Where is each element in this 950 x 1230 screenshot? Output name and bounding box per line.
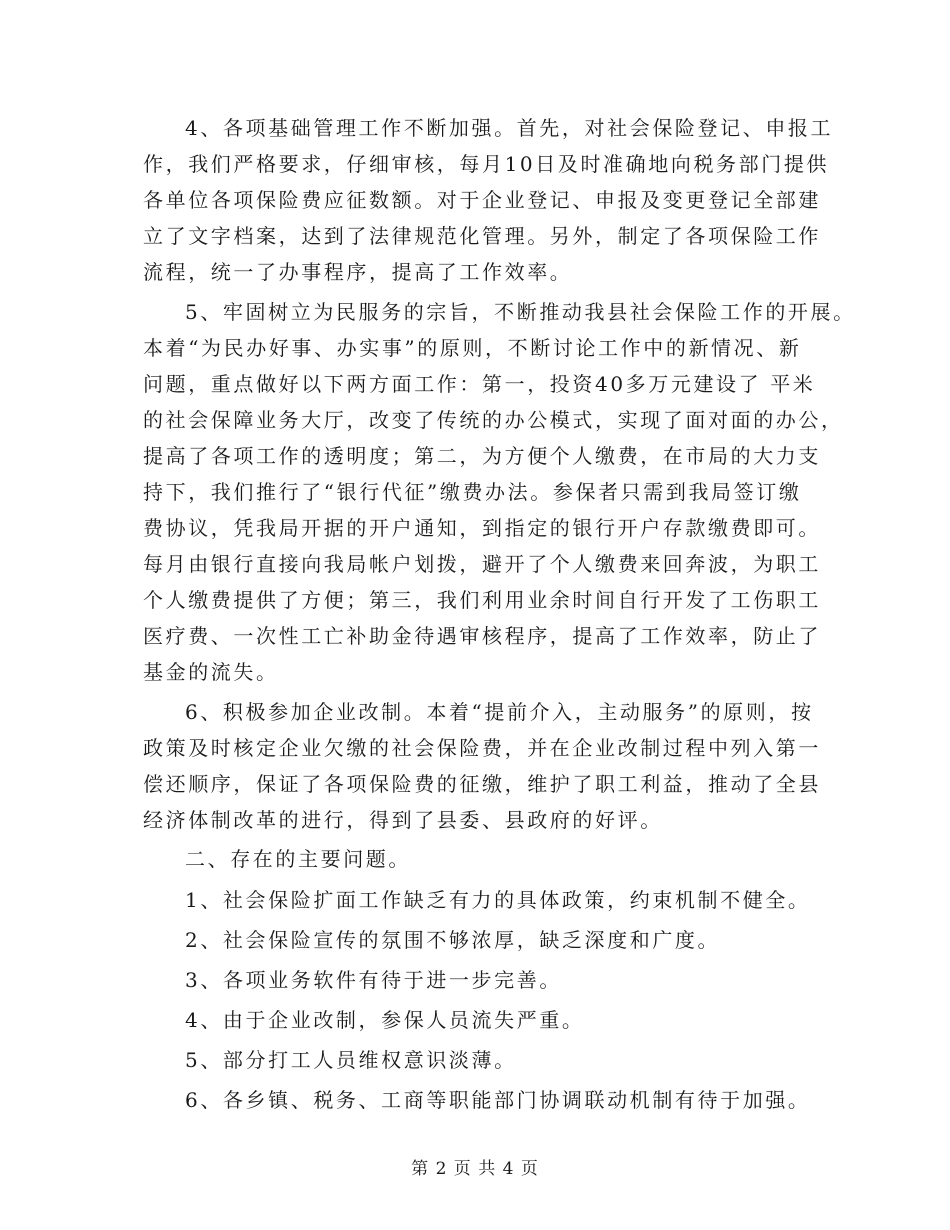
text-line: 个人缴费提供了方便；第三，我们利用业余时间自行开发了工伤职工: [143, 588, 821, 612]
text-line: 各单位各项保险费应征数额。对于企业登记、申报及变更登记全部建: [143, 188, 821, 212]
text-line: 偿还顺序，保证了各项保险费的征缴，维护了职工利益，推动了全县: [143, 772, 821, 796]
text-line: 的社会保障业务大厅，改变了传统的办公模式，实现了面对面的办公，: [143, 408, 844, 432]
text-line: 每月由银行直接向我局帐户划拨，避开了个人缴费来回奔波，为职工: [143, 552, 821, 576]
text-line: 问题，重点做好以下两方面工作：第一，投资40多万元建设了 平米: [143, 372, 816, 396]
list-item: 6、各乡镇、税务、工商等职能部门协调联动机制有待于加强。: [185, 1088, 811, 1112]
list-item: 1、社会保险扩面工作缺乏有力的具体政策，约束机制不健全。: [185, 888, 811, 912]
text-line: 作，我们严格要求，仔细审核，每月10日及时准确地向税务部门提供: [143, 152, 830, 176]
text-line: 提高了各项工作的透明度；第二，为方便个人缴费，在市局的大力支: [143, 444, 821, 468]
text-line: 持下，我们推行了“银行代征”缴费办法。参保者只需到我局签订缴: [143, 480, 802, 504]
text-line: 政策及时核定企业欠缴的社会保险费，并在企业改制过程中列入第一: [143, 736, 821, 760]
text-line: 费协议，凭我局开据的开户通知，到指定的银行开户存款缴费即可。: [143, 516, 821, 540]
list-item: 5、部分打工人员维权意识淡薄。: [185, 1048, 517, 1072]
list-item: 4、由于企业改制，参保人员流失严重。: [185, 1008, 585, 1032]
text-line: 5、牢固树立为民服务的宗旨，不断推动我县社会保险工作的开展。: [185, 300, 856, 324]
text-line: 医疗费、一次性工亡补助金待遇审核程序，提高了工作效率，防止了: [143, 624, 821, 648]
text-line: 6、积极参加企业改制。本着“提前介入，主动服务”的原则，按: [185, 700, 814, 724]
text-line: 经济体制改革的进行，得到了县委、县政府的好评。: [143, 808, 663, 832]
page-number-footer: 第 2 页 共 4 页: [411, 1159, 539, 1179]
section-heading: 二、存在的主要问题。: [185, 847, 411, 871]
text-line: 本着“为民办好事、办实事”的原则，不断讨论工作中的新情况、新: [143, 336, 802, 360]
text-line: 流程，统一了办事程序，提高了工作效率。: [143, 260, 573, 284]
text-line: 立了文字档案，达到了法律规范化管理。另外，制定了各项保险工作: [143, 224, 821, 248]
text-line: 基金的流失。: [143, 660, 279, 684]
list-item: 3、各项业务软件有待于进一步完善。: [185, 968, 562, 992]
text-line: 4、各项基础管理工作不断加强。首先，对社会保险登记、申报工: [185, 116, 834, 140]
list-item: 2、社会保险宣传的氛围不够浓厚，缺乏深度和广度。: [185, 928, 721, 952]
